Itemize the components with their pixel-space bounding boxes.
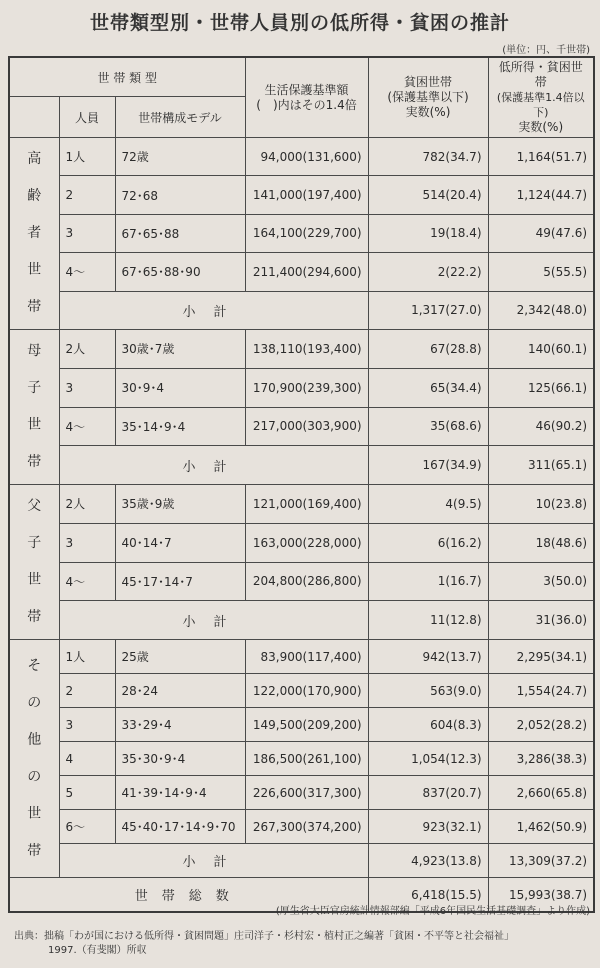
cell-poverty: 942(13.7) — [368, 640, 488, 674]
subtotal-row — [9, 446, 594, 485]
cell-model: 33･29･4 — [115, 708, 245, 742]
cell-standard: 141,000(197,400) — [245, 176, 368, 214]
cell-members: 2人 — [59, 330, 115, 369]
cell-standard: 149,500(209,200) — [245, 708, 368, 742]
header-model: 世帯構成モデル — [115, 97, 245, 138]
cell-poverty: 604(8.3) — [368, 708, 488, 742]
subtotal-row — [9, 291, 594, 329]
citation: 出典：拙稿「わが国における低所得・貧困問題」庄司洋子・杉村宏・植村正之編著「貧困・不平等と社会福祉」 1997.（有斐閣）所収 — [14, 931, 514, 956]
cell-members: 1人 — [59, 138, 115, 176]
cell-standard: 121,000(169,400) — [245, 485, 368, 524]
cell-low-income: 1,124(44.7) — [488, 176, 594, 214]
cell-poverty: 514(20.4) — [368, 176, 488, 214]
subtotal-poverty: 4,923(13.8) — [368, 844, 488, 878]
header-household-type: 世 帯 類 型 — [9, 57, 245, 97]
cell-low-income: 5(55.5) — [488, 253, 594, 291]
table-row — [9, 485, 594, 524]
header-spacer — [9, 97, 59, 138]
cell-low-income: 125(66.1) — [488, 368, 594, 407]
subtotal-label: 小計 — [59, 601, 368, 640]
subtotal-poverty: 11(12.8) — [368, 601, 488, 640]
cell-poverty: 782(34.7) — [368, 138, 488, 176]
table-row — [9, 368, 594, 407]
cell-low-income: 3(50.0) — [488, 562, 594, 601]
cell-model: 67･65･88 — [115, 214, 245, 252]
total-low-income: 15,993(38.7) — [488, 878, 594, 913]
table-row — [9, 640, 594, 674]
cell-members: 4～ — [59, 407, 115, 446]
total-label: 世帯総数 — [9, 878, 368, 913]
cell-members: 2 — [59, 176, 115, 214]
cell-model: 40･14･7 — [115, 523, 245, 562]
group-label: 母 子 世 帯 — [9, 330, 59, 485]
cell-low-income: 1,554(24.7) — [488, 674, 594, 708]
table-row — [9, 674, 594, 708]
cell-low-income: 10(23.8) — [488, 485, 594, 524]
header-members: 人員 — [59, 97, 115, 138]
subtotal-low-income: 13,309(37.2) — [488, 844, 594, 878]
cell-standard: 211,400(294,600) — [245, 253, 368, 291]
cell-poverty: 35(68.6) — [368, 407, 488, 446]
cell-poverty: 19(18.4) — [368, 214, 488, 252]
cell-standard: 138,110(193,400) — [245, 330, 368, 369]
cell-model: 72･68 — [115, 176, 245, 214]
cell-members: 3 — [59, 523, 115, 562]
cell-model: 35･14･9･4 — [115, 407, 245, 446]
cell-low-income: 49(47.6) — [488, 214, 594, 252]
cell-low-income: 2,660(65.8) — [488, 776, 594, 810]
cell-standard: 163,000(228,000) — [245, 523, 368, 562]
table-row — [9, 407, 594, 446]
cell-members: 4～ — [59, 253, 115, 291]
cell-standard: 217,000(303,900) — [245, 407, 368, 446]
cell-members: 3 — [59, 214, 115, 252]
cell-model: 45･17･14･7 — [115, 562, 245, 601]
cell-model: 35･30･9･4 — [115, 742, 245, 776]
cell-low-income: 46(90.2) — [488, 407, 594, 446]
cell-poverty: 837(20.7) — [368, 776, 488, 810]
subtotal-poverty: 167(34.9) — [368, 446, 488, 485]
subtotal-label: 小計 — [59, 446, 368, 485]
poverty-estimate-table — [8, 56, 595, 913]
cell-model: 25歳 — [115, 640, 245, 674]
group-label: 高 齢 者 世 帯 — [9, 138, 59, 330]
header-low-income: 低所得・貧困世帯 (保護基準1.4倍以下) 実数(%) — [488, 57, 594, 138]
group-label: そ の 他 の 世 帯 — [9, 640, 59, 878]
cell-model: 41･39･14･9･4 — [115, 776, 245, 810]
cell-poverty: 2(22.2) — [368, 253, 488, 291]
cell-low-income: 2,052(28.2) — [488, 708, 594, 742]
cell-standard: 170,900(239,300) — [245, 368, 368, 407]
cell-members: 1人 — [59, 640, 115, 674]
cell-members: 3 — [59, 708, 115, 742]
header-standard: 生活保護基準額 ( )内はその1.4倍 — [245, 57, 368, 138]
total-poverty: 6,418(15.5) — [368, 878, 488, 913]
cell-low-income: 3,286(38.3) — [488, 742, 594, 776]
cell-members: 3 — [59, 368, 115, 407]
table-row — [9, 776, 594, 810]
source-note: (厚生省大臣官房統計情報部編「平成6年国民生活基礎調査」より作成) — [275, 906, 590, 917]
subtotal-row — [9, 601, 594, 640]
cell-poverty: 4(9.5) — [368, 485, 488, 524]
cell-members: 2人 — [59, 485, 115, 524]
cell-members: 6～ — [59, 810, 115, 844]
cell-model: 35歳･9歳 — [115, 485, 245, 524]
cell-poverty: 67(28.8) — [368, 330, 488, 369]
cell-model: 30歳･7歳 — [115, 330, 245, 369]
header-poverty: 貧困世帯 (保護基準以下) 実数(%) — [368, 57, 488, 138]
cell-model: 67･65･88･90 — [115, 253, 245, 291]
cell-standard: 164,100(229,700) — [245, 214, 368, 252]
cell-low-income: 1,462(50.9) — [488, 810, 594, 844]
cell-low-income: 18(48.6) — [488, 523, 594, 562]
cell-poverty: 1,054(12.3) — [368, 742, 488, 776]
cell-standard: 267,300(374,200) — [245, 810, 368, 844]
cell-low-income: 1,164(51.7) — [488, 138, 594, 176]
table-row — [9, 214, 594, 252]
cell-poverty: 65(34.4) — [368, 368, 488, 407]
subtotal-low-income: 311(65.1) — [488, 446, 594, 485]
cell-model: 28･24 — [115, 674, 245, 708]
cell-standard: 122,000(170,900) — [245, 674, 368, 708]
group-label: 父 子 世 帯 — [9, 485, 59, 640]
cell-members: 4 — [59, 742, 115, 776]
table-row — [9, 330, 594, 369]
page-title: 世帯類型別・世帯人員別の低所得・貧困の推計 — [89, 12, 510, 34]
cell-poverty: 563(9.0) — [368, 674, 488, 708]
cell-members: 2 — [59, 674, 115, 708]
table-row — [9, 523, 594, 562]
subtotal-label: 小計 — [59, 291, 368, 329]
cell-standard: 226,600(317,300) — [245, 776, 368, 810]
table-row — [9, 810, 594, 844]
cell-poverty: 6(16.2) — [368, 523, 488, 562]
cell-low-income: 140(60.1) — [488, 330, 594, 369]
subtotal-low-income: 31(36.0) — [488, 601, 594, 640]
table-row — [9, 138, 594, 176]
cell-standard: 94,000(131,600) — [245, 138, 368, 176]
cell-model: 30･9･4 — [115, 368, 245, 407]
cell-poverty: 923(32.1) — [368, 810, 488, 844]
cell-low-income: 2,295(34.1) — [488, 640, 594, 674]
table-row — [9, 742, 594, 776]
cell-members: 5 — [59, 776, 115, 810]
cell-model: 72歳 — [115, 138, 245, 176]
cell-members: 4～ — [59, 562, 115, 601]
table-row — [9, 176, 594, 214]
subtotal-row — [9, 844, 594, 878]
subtotal-label: 小計 — [59, 844, 368, 878]
cell-standard: 83,900(117,400) — [245, 640, 368, 674]
cell-model: 45･40･17･14･9･70 — [115, 810, 245, 844]
cell-standard: 204,800(286,800) — [245, 562, 368, 601]
subtotal-low-income: 2,342(48.0) — [488, 291, 594, 329]
unit-note: (単位：円、千世帯) — [502, 45, 590, 56]
table-row — [9, 562, 594, 601]
table-row — [9, 253, 594, 291]
table-row — [9, 708, 594, 742]
cell-standard: 186,500(261,100) — [245, 742, 368, 776]
cell-poverty: 1(16.7) — [368, 562, 488, 601]
subtotal-poverty: 1,317(27.0) — [368, 291, 488, 329]
